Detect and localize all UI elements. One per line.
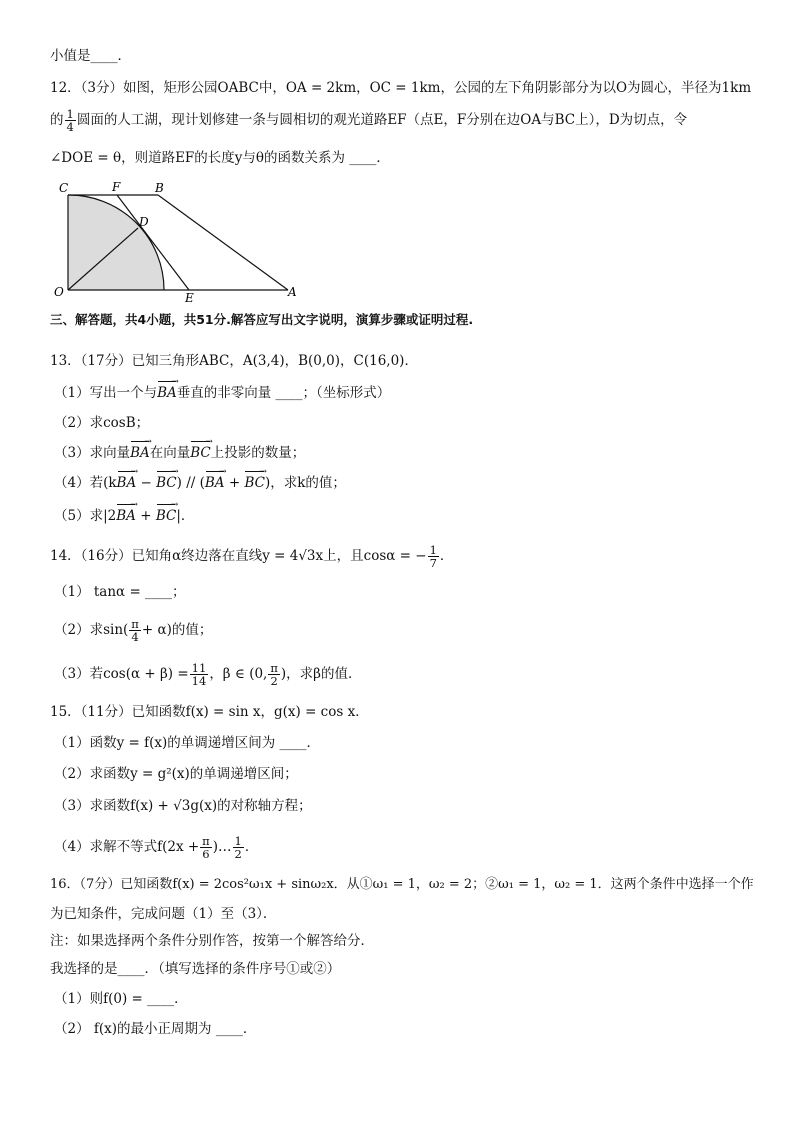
frac-numerator: π bbox=[131, 617, 139, 631]
q16-line1: 16．（7分）已知函数f(x) = 2cos²ω₁x + sinω₂x．从①ω₁ = 1，ω₂ = 2；②ω₁ = 1，ω₂ = 1．这两个条件中选择一个作 bbox=[50, 877, 754, 892]
vector-bc: BC → bbox=[190, 444, 211, 462]
q14-part2 bbox=[54, 618, 212, 643]
frac-denominator: 2 bbox=[270, 674, 278, 688]
frac-numerator: 1 bbox=[234, 834, 242, 848]
q14-p3-post: )，求β的值． bbox=[280, 666, 362, 682]
vector-ba: BA → bbox=[116, 507, 136, 525]
q15-pi6-fraction bbox=[200, 835, 212, 860]
frac-denominator: 14 bbox=[191, 674, 207, 688]
label-o: O bbox=[54, 285, 64, 299]
frac-numerator: 1 bbox=[66, 107, 74, 121]
label-f: F bbox=[112, 180, 121, 194]
q13-p5-post: |． bbox=[176, 508, 195, 524]
q13-part5 bbox=[54, 507, 194, 525]
vector-bc: BC → bbox=[244, 474, 265, 492]
q14-part1: （1） tanα = ____； bbox=[54, 584, 186, 600]
q16-part1: （1）则f(0) = ____． bbox=[54, 991, 188, 1007]
q13-p4-op3: + bbox=[224, 475, 245, 491]
frac-numerator: 1 bbox=[429, 543, 437, 557]
vector-ba: BA → bbox=[157, 384, 177, 402]
q15-stem: 15．（11分）已知函数f(x) = sin x，g(x) = cos x． bbox=[50, 704, 369, 720]
q12-line2-post: 圆面的人工湖，现计划修建一条与圆相切的观光道路EF（点E，F分别在边OA与BC上），D为切点，令 bbox=[76, 112, 688, 128]
q13-p5-pre: （5）求|2 bbox=[54, 508, 117, 524]
q12-line1: 12．（3分）如图，矩形公园OABC中，OA = 2km，OC = 1km，公园的左下角阴影部分为以O为圆心，半径为1km bbox=[50, 80, 752, 96]
q14-pi4-fraction bbox=[129, 618, 141, 643]
label-c: C bbox=[59, 181, 69, 195]
q14-stem-pre: 14．（16分）已知角α终边落在直线y = 4√3x上，且cosα = − bbox=[50, 548, 427, 564]
q14-p2-pre: （2）求sin( bbox=[54, 622, 129, 638]
label-e: E bbox=[185, 291, 194, 305]
q14-11-14-fraction bbox=[190, 662, 209, 687]
q15-part1: （1）函数y = f(x)的单调递增区间为 ____． bbox=[54, 735, 321, 751]
q13-p3-mid: 在向量 bbox=[149, 445, 191, 461]
label-d: D bbox=[139, 215, 149, 229]
q15-part2: （2）求函数y = g²(x)的单调递增区间； bbox=[54, 766, 298, 782]
q13-p1-post: 垂直的非零向量 ____；（坐标形式） bbox=[176, 385, 391, 401]
vector-ba: BA → bbox=[205, 474, 225, 492]
q14-pi2-fraction bbox=[268, 662, 280, 687]
vector-bc: BC → bbox=[156, 474, 177, 492]
q13-p1-pre: （1）写出一个与 bbox=[54, 385, 158, 401]
label-b: B bbox=[155, 181, 164, 195]
q14-part3 bbox=[54, 662, 361, 687]
frac-denominator: 6 bbox=[202, 847, 210, 861]
q13-part1 bbox=[54, 384, 390, 402]
q13-p3-post: 上投影的数量； bbox=[210, 445, 306, 461]
frac-denominator: 2 bbox=[234, 847, 242, 861]
q14-p3-pre: （3）若cos(α + β) = bbox=[54, 666, 189, 682]
q16-note: 注：如果选择两个条件分别作答，按第一个解答给分． bbox=[50, 933, 374, 949]
q13-p3-pre: （3）求向量 bbox=[54, 445, 131, 461]
frac-numerator: π bbox=[270, 661, 278, 675]
q13-part4 bbox=[54, 474, 346, 492]
q11-tail-text: 小值是____． bbox=[50, 48, 131, 64]
q16-part2: （2） f(x)的最小正周期为 ____． bbox=[54, 1021, 257, 1037]
q12-quarter-fraction bbox=[65, 108, 76, 133]
q16-choice: 我选择的是____．（填写选择的条件序号①或②） bbox=[50, 961, 341, 977]
label-a: A bbox=[288, 285, 297, 299]
vector-ba: BA → bbox=[130, 444, 150, 462]
q14-p3-mid: ，β ∈ (0, bbox=[209, 666, 268, 682]
q12-line3: ∠DOE = θ，则道路EF的长度y与θ的函数关系为 ____． bbox=[50, 150, 390, 166]
q13-p4-pre: （4）若(k bbox=[54, 475, 117, 491]
frac-numerator: 11 bbox=[191, 661, 207, 675]
q13-p4-op2: ) // ( bbox=[176, 475, 205, 491]
q14-stem-post: ． bbox=[439, 548, 454, 564]
lake-shaded-region bbox=[68, 195, 164, 290]
section-3-heading: 三、解答题，共4小题，共51分.解答应写出文字说明，演算步骤或证明过程. bbox=[50, 312, 474, 327]
q15-p4-pre: （4）求解不等式f(2x + bbox=[54, 839, 200, 855]
frac-numerator: π bbox=[202, 834, 210, 848]
q13-part2: （2）求cosB； bbox=[54, 415, 150, 431]
q12-park-figure bbox=[50, 177, 310, 307]
frac-denominator: 4 bbox=[66, 120, 74, 134]
frac-denominator: 4 bbox=[131, 630, 139, 644]
q14-stem bbox=[50, 544, 453, 569]
vector-ba: BA → bbox=[117, 474, 137, 492]
q15-part4 bbox=[54, 835, 258, 860]
q15-part3: （3）求函数f(x) + √3g(x)的对称轴方程； bbox=[54, 798, 312, 814]
q13-p4-post: )，求k的值； bbox=[264, 475, 346, 491]
vector-bc: BC → bbox=[156, 507, 177, 525]
q13-p4-op1: − bbox=[136, 475, 157, 491]
q16-line2: 为已知条件，完成问题（1）至（3）． bbox=[50, 906, 277, 922]
q15-p4-mid: )… bbox=[212, 839, 232, 855]
q15-p4-post: ． bbox=[244, 839, 259, 855]
q14-fraction bbox=[428, 544, 439, 569]
q14-p2-post: + α)的值； bbox=[141, 622, 213, 638]
q12-line2-pre: 的 bbox=[50, 112, 64, 128]
q13-part3 bbox=[54, 444, 305, 462]
frac-denominator: 7 bbox=[429, 556, 437, 570]
q13-stem: 13．（17分）已知三角形ABC，A(3,4)，B(0,0)，C(16,0)． bbox=[50, 353, 418, 369]
q12-line2 bbox=[50, 108, 687, 133]
q15-half-fraction bbox=[233, 835, 244, 860]
q13-p5-op: + bbox=[135, 508, 156, 524]
